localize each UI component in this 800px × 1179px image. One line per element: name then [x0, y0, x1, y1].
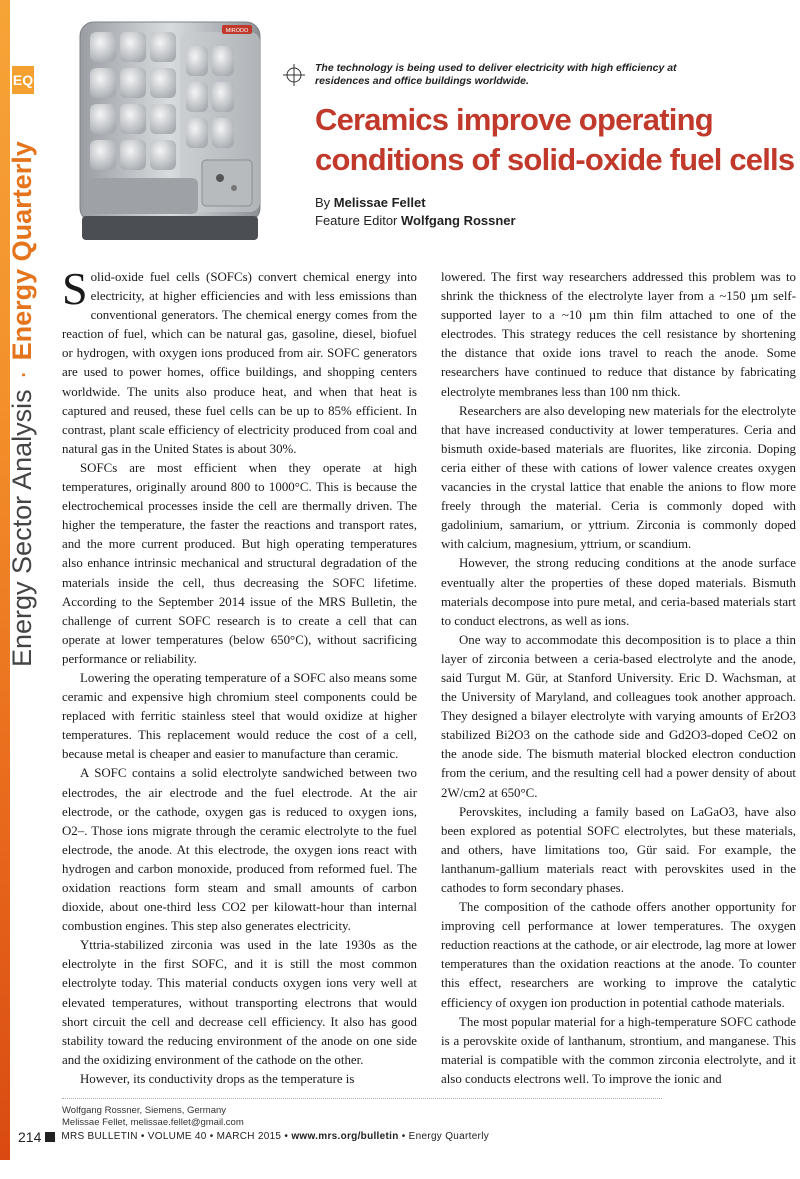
article-paragraph: Perovskites, including a family based on LaGaO3, have also been explored as potential SOFC electrolytes, but these materials, and others, have limitations too, Gür said. For example, the lanthanum-gallium materials react with perovskites used in the cathodes to form secondary phases. — [441, 804, 796, 895]
footer-url[interactable]: www.mrs.org/bulletin — [291, 1131, 399, 1142]
page-footer — [18, 1129, 788, 1145]
headline-line-1: Ceramics improve operating — [315, 102, 713, 137]
footnote-editor: Wolfgang Rossner, Siemens, Germany — [62, 1105, 227, 1116]
article-headline — [315, 100, 795, 180]
headline-line-2: conditions of solid-oxide fuel cells — [315, 142, 795, 177]
section-title: Energy Quarterly — [7, 141, 37, 361]
footer-citation: MRS BULLETIN • VOLUME 40 • MARCH 2015 • www.mrs.org/bulletin • Energy Quarterly — [61, 1131, 490, 1142]
author-footnotes — [62, 1098, 662, 1129]
byline — [315, 194, 755, 230]
editor-prefix: Feature Editor — [315, 213, 401, 228]
article-paragraph: One way to accommodate this decomposition is to place a thin layer of zirconia between a ceria-based electrolyte and the anode, said Turgut M. Gür, at Stanford University. Eric D. Wachsman, at the University of Maryland, and colleagues took another approach. They designed a bilayer electrolyte with varying amounts of Er2O3 stabilized Bi2O3 on the cathode side and Gd2O3-doped CeO2 on the anode side. The bismuth material blocked electron conduction from the cerium, and the resulting cell had a power density of about 2W/cm2 at 650°C. — [441, 632, 796, 800]
article-paragraph: The composition of the cathode offers another opportunity for improving cell performance at lower temperatures. The oxygen reduction reactions at the cathode, or air electrode, lag more at lower temperatures than the oxidation reactions at the anode. To counter this effect, researchers are working to improve the catalytic efficiency of oxygen ion production in potential cathode materials. — [441, 900, 796, 1010]
crosshair-icon — [283, 64, 305, 86]
article-left-column — [62, 263, 417, 1089]
article-paragraph: A SOFC contains a solid electrolyte sandwiched between two electrodes, the air electrode and the fuel electrode. At the air electrode, or the cathode, oxygen gas is reduced to oxygen ions, O2–. Those ions migrate through the ceramic electrolyte to the fuel electrode, the anode. At this electrode, the oxygen ions react with hydrogen and carbon monoxide, produced from reformed fuel. The oxidation reactions form steam and small amounts of carbon dioxide, about one-third less CO2 per kilowatt-hour than internal combustion engines. This step also generates electricity. — [62, 766, 417, 934]
article-paragraph: lowered. The first way researchers addressed this problem was to shrink the thickness of the electrolyte layer from a ~150 µm self-supported layer to a ~10 µm thin film attached to one of the electrodes. This strategy reduces the cell resistance by shortening the distance that oxide ions travel to reach the anode. Some researchers have continued to reduce that distance by fabricating electrolyte membranes less than 100 nm thick. — [441, 270, 796, 399]
article-paragraph: Researchers are also developing new materials for the electrolyte that have increased conductivity at lower temperatures. Ceria and bismuth oxide-based materials are fluorites, like zirconia. Doping ceria either of these with cations of lower valence creates oxygen vacancies in the crystal lattice that enable the anions to flow more freely through the material. Ceria is commonly doped with gadolinium, samarium, or yttrium. Zirconia is commonly doped with calcium, magnesium, yttrium, or scandium. — [441, 403, 796, 552]
eq-logo: EQ — [12, 66, 34, 94]
article-paragraph: However, its conductivity drops as the temperature is — [80, 1071, 355, 1086]
figure-caption: The technology is being used to deliver electricity with high efficiency at residences and office buildings worldwide. — [315, 62, 677, 87]
footer-section: Energy Quarterly — [408, 1131, 490, 1142]
footnote-author: Melissae Fellet, melissae.fellet@gmail.com — [62, 1117, 244, 1128]
fuel-cell-unit-image — [62, 10, 280, 248]
article-paragraph: Lowering the operating temperature of a SOFC also means some ceramic and expensive high chromium steel components could be replaced with ferritic stainless steel that would oxidize at higher temperatures. This replacement would reduce the cost of a cell, because metal is cheaper and easier to manufacture than ceramic. — [62, 670, 417, 762]
article-right-column — [441, 268, 796, 1089]
article-paragraph: Yttria-stabilized zirconia was used in the late 1930s as the electrolyte in the first SOFC, and it is still the most common electrolyte today. This material conducts oxygen ions very well at elevated temperatures, without transporting electrons that would short circuit the cell and decrease cell efficiency. It also has good stability toward the reducing environment of the anode on one side and the oxidizing environment of the cathode on the other. — [62, 938, 417, 1067]
author-name: Melissae Fellet — [333, 195, 426, 210]
footer-journal: MRS BULLETIN — [61, 1131, 138, 1142]
page-number: 214 — [18, 1129, 42, 1145]
article-paragraph: The most popular material for a high-temperature SOFC cathode is a perovskite oxide of lanthanum, strontium, and manganese. This material is compatible with the common zirconia electrolyte, and it also conducts electrons well. To improve the ionic and — [441, 1014, 796, 1086]
drop-cap: S — [62, 263, 88, 314]
unit-brand-label: MIRODO — [225, 28, 249, 34]
article-paragraph: However, the strong reducing conditions at the anode surface eventually alter the properties of these doped materials. Bismuth materials decompose into pure metal, and ceria-based materials start to conduct electrons, as well as ions. — [441, 556, 796, 628]
article-paragraph: Solid-oxide fuel cells (SOFCs) convert chemical energy into electricity, at higher efficiencies and with less emissions than conventional generators. The chemical energy comes from the reaction of fuel, which can be natural gas, gasoline, diesel, biofuel or hydrogen, with oxygen ions produced from air. SOFC generators are used to power homes, office buildings, and shopping centers worldwide. The units also produce heat, and when that heat is captured and reused, these fuel cells can be up to 85% efficient. In contrast, plant scale efficiency of electricity produced from coal and natural gas in the United States is about 30%. — [62, 263, 417, 456]
section-vertical-title — [2, 107, 42, 667]
footer-date: MARCH 2015 — [216, 1131, 282, 1142]
section-separator: · — [7, 370, 37, 380]
byline-prefix: By — [315, 195, 334, 210]
footer-volume: VOLUME 40 — [147, 1131, 207, 1142]
footer-square-icon — [45, 1132, 55, 1142]
editor-name: Wolfgang Rossner — [401, 213, 516, 228]
article-paragraph: SOFCs are most efficient when they operate at high temperatures, originally around 800 to 1000°C. This is because the electrochemical processes inside the cell are thermally driven. The higher the temperature, the faster the reactions and transport rates, and the more current produced. But high operating temperatures also enhance intrinsic mechanical and structural degradation of the materials inside the cell, thus decreasing the SOFC lifetime. According to the September 2014 issue of the MRS Bulletin, the challenge of current SOFC research is to create a cell that can operate at lower temperatures (below 650°C), without sacrificing performance or reliability. — [62, 460, 417, 666]
section-subtitle: Energy Sector Analysis — [7, 389, 37, 667]
